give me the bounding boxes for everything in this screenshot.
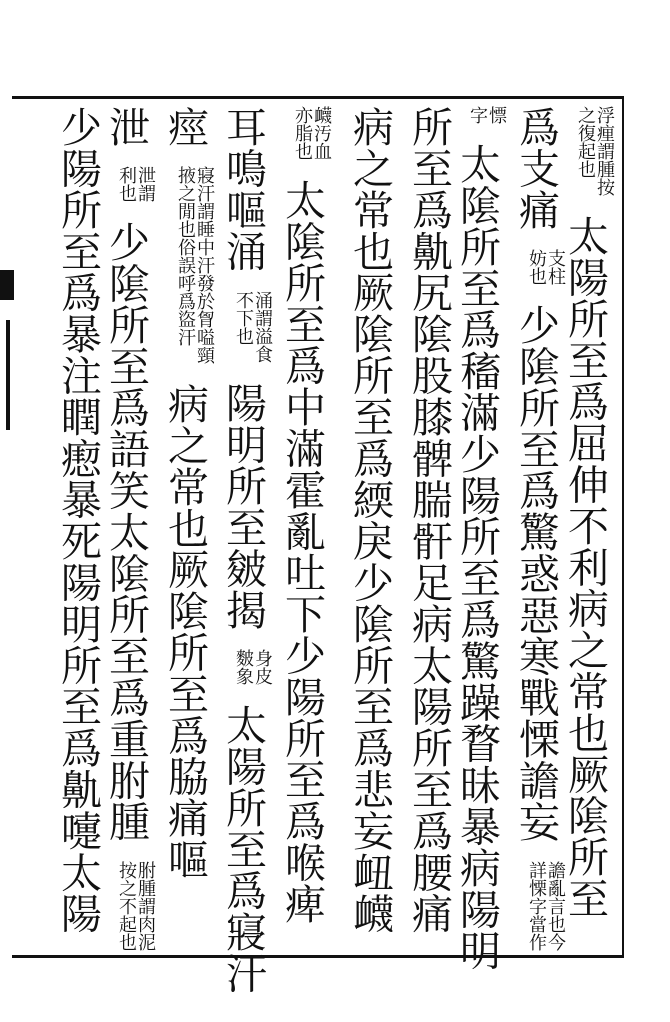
annotation-line: 利也 (116, 166, 137, 203)
annotation-line: 泄謂 (135, 166, 156, 203)
binding-mark (0, 270, 14, 300)
annotation-line: 譫亂言也今 (545, 861, 566, 952)
annotation-line: 身皮 (252, 649, 273, 686)
annotation-pair (576, 106, 614, 196)
main-text: 太陽所至爲屈伸不利病之常也厥隂所至 (561, 215, 609, 919)
annotation-pair (234, 649, 272, 685)
annotation-pair (234, 291, 272, 363)
text-column-9 (97, 106, 155, 951)
annotation-line: 麬象 (233, 649, 254, 686)
main-text: 太陽所至爲寢汗 (219, 704, 267, 994)
annotation-pair (527, 861, 565, 951)
annotation-line: 不下也 (233, 290, 254, 345)
main-text: 少隂所至爲驚惑惡寒戰慄譫妄 (512, 304, 560, 843)
text-column-3 (448, 106, 506, 971)
text-column-5 (332, 106, 394, 934)
text-column-6 (273, 106, 331, 924)
annotation-pair (117, 861, 155, 951)
text-column-2 (507, 106, 565, 951)
main-text: 泄 (102, 106, 150, 148)
annotation-pair (527, 249, 565, 285)
annotation-line: 按之不起也 (116, 861, 137, 952)
annotation-pair (468, 106, 506, 124)
main-text: 痙 (161, 106, 209, 148)
main-text: 病之常也厥隂所至爲脇痛嘔 (161, 383, 209, 881)
annotation-pair (176, 166, 214, 364)
annotation-line: 涌謂溢食 (252, 290, 273, 363)
binding-edge (6, 320, 10, 430)
annotation-line: 妨也 (526, 249, 547, 286)
main-text: 所至爲鼽尻隂股膝髀腨骭足病太陽所至爲腰痛 (405, 106, 453, 934)
annotation-line: 寢汗謂睡中汗發於胷嗌頸 (194, 166, 215, 365)
main-text: 少陽所至爲暴注瞤瘛暴死陽明所至爲鼽嚏太陽 (54, 106, 102, 934)
main-text: 太隂所至爲稸滿少陽所至爲驚躁瞀昧暴病陽明 (453, 143, 501, 971)
annotation-line: 慓 (486, 106, 507, 124)
text-column-10 (40, 106, 102, 934)
annotation-line: 掖之閒也俗誤呼爲盜汗 (175, 166, 196, 347)
main-text: 少隂所至爲語笑太隂所至爲重胕腫 (102, 221, 150, 843)
annotation-line: 亦脂也 (292, 106, 313, 160)
annotation-line: 詳慄字當作 (526, 861, 547, 952)
main-text: 耳鳴嘔涌 (219, 106, 267, 272)
annotation-line: 字 (467, 106, 488, 124)
annotation-pair (117, 166, 155, 202)
text-column-7 (214, 106, 272, 994)
main-text: 病之常也厥隂所至爲緛戾少隂所至爲悲妄衄衊 (346, 106, 394, 934)
annotation-pair (293, 106, 331, 160)
text-column-1 (561, 106, 615, 919)
annotation-line: 之復起也 (575, 106, 596, 178)
main-text: 太隂所至爲中滿霍亂吐下少陽所至爲喉痺 (278, 179, 326, 925)
annotation-line: 衊汚血 (311, 106, 332, 160)
annotation-line: 支柱 (545, 249, 566, 286)
text-column-8 (156, 106, 214, 880)
annotation-line: 胕腫謂肉泥 (135, 861, 156, 952)
text-column-4 (391, 106, 453, 934)
main-text: 陽明所至皴揭 (219, 381, 267, 631)
annotation-line: 浮㾖謂腫按 (594, 106, 615, 196)
main-text: 爲支痛 (512, 106, 560, 231)
